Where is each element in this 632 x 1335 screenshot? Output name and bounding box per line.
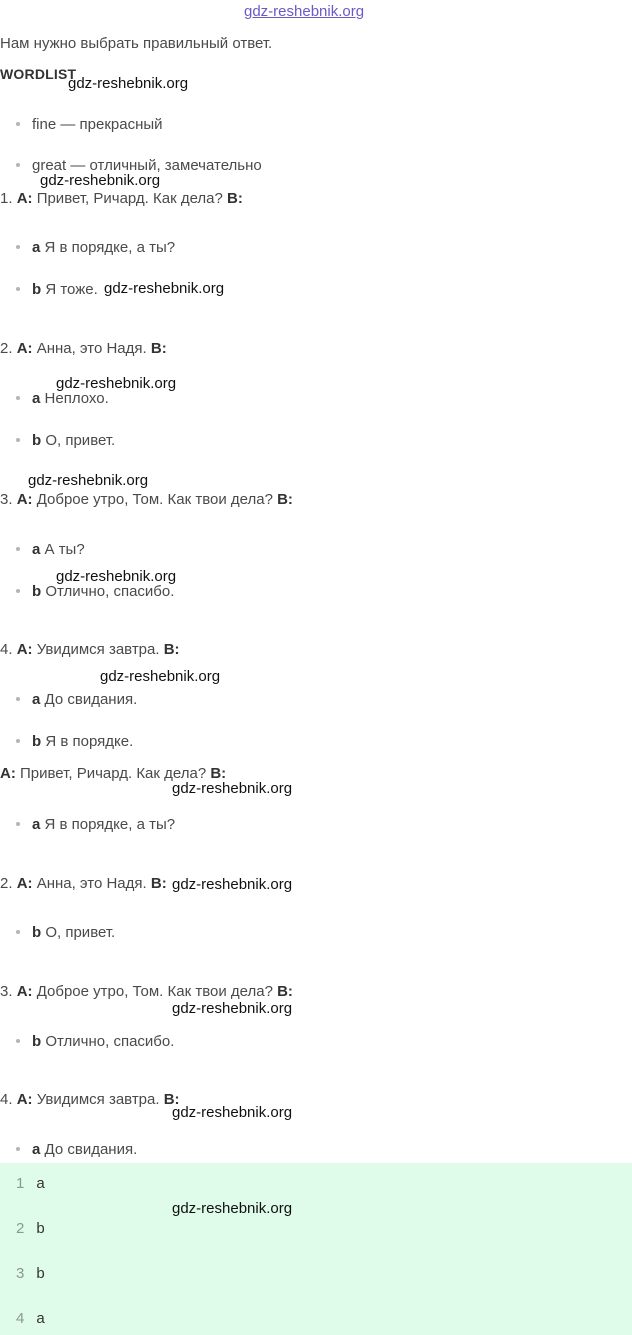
watermark: gdz-reshebnik.org — [56, 568, 177, 585]
question-2: 2. A: Анна, это Надя. B: — [0, 340, 167, 357]
watermark: gdz-reshebnik.org — [172, 1000, 293, 1017]
option-a: a Неплохо. — [16, 390, 109, 407]
option-b: b Отлично, спасибо. — [16, 583, 174, 600]
bullet-icon — [16, 438, 20, 442]
wordlist-item: great — отличный, замечательно — [16, 157, 262, 174]
watermark: gdz-reshebnik.org — [56, 375, 177, 392]
answer-row: 1 a — [16, 1175, 45, 1192]
watermark: gdz-reshebnik.org — [28, 472, 149, 489]
answer-row: 2 b — [16, 1220, 45, 1237]
option-b: b Я в порядке. — [16, 733, 133, 750]
bullet-icon — [16, 930, 20, 934]
watermark: gdz-reshebnik.org — [100, 668, 221, 685]
watermark: gdz-reshebnik.org — [68, 75, 189, 92]
solution-option: a Я в порядке, а ты? — [16, 816, 175, 833]
bullet-icon — [16, 122, 20, 126]
bullet-icon — [16, 697, 20, 701]
solution-question-2: 2. A: Анна, это Надя. B: — [0, 875, 167, 892]
watermark: gdz-reshebnik.org — [172, 876, 293, 893]
solution-question-1: A: Привет, Ричард. Как дела? B: — [0, 765, 227, 782]
option-b: b О, привет. — [16, 432, 115, 449]
bullet-icon — [16, 396, 20, 400]
header-site-link[interactable]: gdz-reshebnik.org — [244, 3, 365, 20]
watermark: gdz-reshebnik.org — [104, 280, 225, 297]
intro-text: Нам нужно выбрать правильный ответ. — [0, 35, 273, 52]
watermark: gdz-reshebnik.org — [172, 1104, 293, 1121]
option-a: a Я в порядке, а ты? — [16, 239, 175, 256]
bullet-icon — [16, 1039, 20, 1043]
bullet-icon — [16, 589, 20, 593]
option-a: a А ты? — [16, 541, 85, 558]
wordlist-title: WORDLIST — [0, 66, 77, 82]
wordlist-item: fine — прекрасный — [16, 116, 163, 133]
answer-row: 3 b — [16, 1265, 45, 1282]
bullet-icon — [16, 547, 20, 551]
solution-question-3: 3. A: Доброе утро, Том. Как твои дела? B: — [0, 983, 293, 1000]
solution-option: b Отлично, спасибо. — [16, 1033, 174, 1050]
bullet-icon — [16, 245, 20, 249]
question-1: 1. A: Привет, Ричард. Как дела? B: — [0, 190, 243, 207]
option-b: b Я тоже. — [16, 281, 98, 298]
solution-option: a До свидания. — [16, 1141, 137, 1158]
question-4: 4. A: Увидимся завтра. B: — [0, 641, 180, 658]
solution-option: b О, привет. — [16, 924, 115, 941]
option-a: a До свидания. — [16, 691, 137, 708]
bullet-icon — [16, 822, 20, 826]
bullet-icon — [16, 287, 20, 291]
solution-question-4: 4. A: Увидимся завтра. B: — [0, 1091, 180, 1108]
watermark: gdz-reshebnik.org — [172, 780, 293, 797]
watermark: gdz-reshebnik.org — [172, 1200, 293, 1217]
bullet-icon — [16, 1147, 20, 1151]
answers-panel — [0, 1163, 632, 1335]
answer-row: 4 a — [16, 1310, 45, 1327]
question-3: 3. A: Доброе утро, Том. Как твои дела? B: — [0, 491, 293, 508]
bullet-icon — [16, 739, 20, 743]
bullet-icon — [16, 163, 20, 167]
watermark: gdz-reshebnik.org — [40, 172, 161, 189]
